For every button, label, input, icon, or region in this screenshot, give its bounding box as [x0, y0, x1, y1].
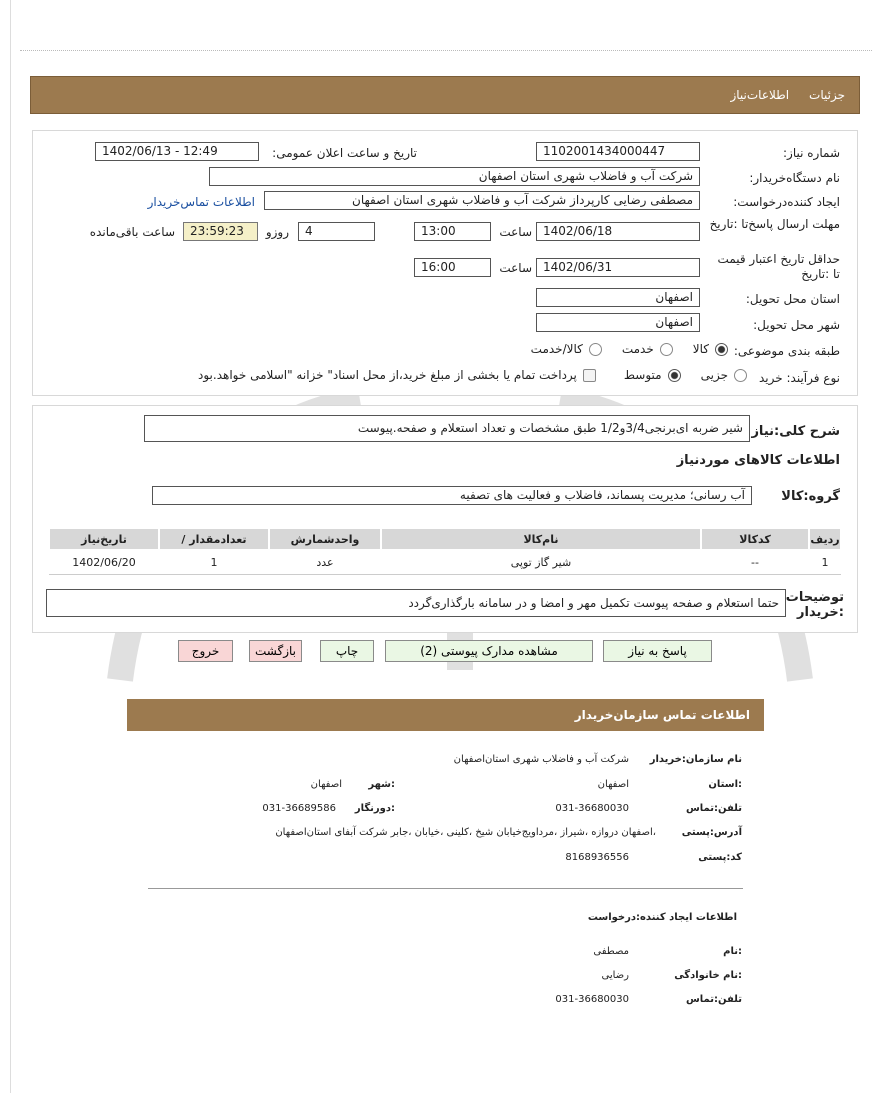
col-name: نام‌کالا	[381, 528, 701, 550]
cell-date: 1402/06/20	[49, 550, 159, 574]
city-label: شهر محل تحویل:	[753, 318, 840, 332]
contact-province-value: اصفهان	[597, 779, 629, 790]
need-number-label: شماره نیاز:	[783, 146, 840, 160]
radio-minor-label: جزیی	[700, 368, 728, 382]
buyer-notes-field: حتما استعلام و صفحه پیوست تکمیل مهر و امضا و در سامانه بارگذاری‌گردد	[46, 589, 786, 617]
need-number-field: 1102001434000447	[536, 142, 700, 161]
announce-label: تاریخ و ساعت اعلان عمومی:	[272, 146, 417, 160]
radio-medium-label: متوسط	[623, 368, 662, 382]
exit-button[interactable]: خروج	[178, 640, 233, 662]
deadline-time-label: ساعت	[499, 225, 532, 239]
reply-button[interactable]: پاسخ به نیاز	[603, 640, 712, 662]
contact-city-value: اصفهان	[310, 779, 342, 790]
radio-medium[interactable]	[668, 369, 681, 382]
validity-time-field: 16:00	[414, 258, 491, 277]
radio-goods-service[interactable]	[589, 343, 602, 356]
buyer-notes-label: توضیحات :خریدار	[785, 590, 844, 620]
radio-minor[interactable]	[734, 369, 747, 382]
fax-value: 031-36689586	[262, 803, 336, 814]
radio-service[interactable]	[660, 343, 673, 356]
deadline-time-field: 13:00	[414, 222, 491, 241]
days-label: روزو	[265, 225, 289, 239]
creator-info-title: اطلاعات ایجاد کننده:درخواست	[587, 912, 737, 923]
validity-label: حداقل تاریخ اعتبار قیمت تا :تاریخ	[717, 252, 840, 281]
deadline-date-field: 1402/06/18	[536, 222, 700, 241]
phone-label: تلفن:تماس	[685, 803, 742, 814]
col-qty: تعدادمقدار /	[159, 528, 269, 550]
group-label: گروه:کالا	[781, 489, 840, 504]
goods-info-title: اطلاعات کالاهای موردنیاز	[676, 453, 840, 468]
contact-divider	[148, 888, 743, 889]
creator-label: ایجاد کننده‌درخواست:	[733, 195, 840, 209]
col-unit: واحدشمارش	[269, 528, 381, 550]
radio-goods-service-label: کالا/خدمت	[530, 342, 583, 356]
cell-code: --	[701, 550, 809, 574]
cell-row: 1	[809, 550, 841, 574]
org-value: شرکت آب و فاضلاب شهری استان‌اصفهان	[453, 754, 629, 765]
view-attachments-button[interactable]: مشاهده مدارک پیوستی (2)	[385, 640, 593, 662]
address-label: آدرس:پستی	[681, 827, 742, 838]
top-divider	[20, 50, 872, 51]
tab-need-info[interactable]: اطلاعات‌نیاز	[730, 88, 790, 102]
cell-qty: 1	[159, 550, 269, 574]
cell-name: شیر گاز توپی	[381, 550, 701, 574]
buyer-contact-link[interactable]: اطلاعات تماس‌خریدار	[147, 195, 255, 209]
category-radio-group	[531, 342, 728, 356]
print-button[interactable]: چاپ	[320, 640, 374, 662]
fax-label: :دورنگار	[354, 803, 395, 814]
process-radio-group	[198, 368, 747, 382]
col-row: ردیف	[809, 528, 841, 550]
summary-field: شیر ضربه ای‌برنجی3/4و1/2 طبق مشخصات و تعداد استعلام و صفحه.پیوست	[144, 415, 750, 442]
postal-label: کد:پستی	[698, 852, 742, 863]
announce-date-field: 1402/06/13 - 12:49	[95, 142, 259, 161]
category-label: طبقه بندی موضوعی:	[733, 344, 840, 358]
group-field: آب رسانی؛ مدیریت پسماند، فاضلاب و فعالیت های تصفیه	[152, 486, 752, 505]
remaining-time-field: 23:59:23	[183, 222, 258, 241]
process-label: نوع فرآیند: خرید	[759, 371, 840, 385]
treasury-checkbox[interactable]	[583, 369, 596, 382]
creator-name-label: :نام	[723, 946, 742, 957]
tab-details[interactable]: جزئیات	[809, 88, 845, 102]
treasury-note: پرداخت تمام یا بخشی از مبلغ خرید،از محل اسناد" خزانه "اسلامی خواهد.بود	[198, 368, 577, 382]
province-label: استان محل تحویل:	[745, 292, 840, 306]
radio-goods-label: کالا	[692, 342, 709, 356]
col-date: تاریخ‌نیاز	[49, 528, 159, 550]
page-left-border	[10, 0, 11, 1093]
creator-family-value: رضایی	[601, 970, 629, 981]
creator-phone-label: تلفن:تماس	[685, 994, 742, 1005]
deadline-label: مهلت ارسال پاسخ‌تا :تاریخ	[709, 217, 840, 231]
cell-unit: عدد	[269, 550, 381, 574]
col-code: کدکالا	[701, 528, 809, 550]
back-button[interactable]: بازگشت	[249, 640, 302, 662]
buyer-label: نام دستگاه‌خریدار:	[749, 171, 840, 185]
validity-date-field: 1402/06/31	[536, 258, 700, 277]
contact-province-label: :استان	[708, 779, 742, 790]
creator-field: مصطفی رضایی کارپرداز شرکت آب و فاضلاب شهری استان اصفهان	[264, 191, 700, 210]
city-field: اصفهان	[536, 313, 700, 332]
creator-name-value: مصطفی	[593, 946, 629, 957]
postal-value: 8168936556	[565, 852, 629, 863]
contact-city-label: :شهر	[368, 779, 395, 790]
creator-family-label: :نام خانوادگی	[674, 970, 742, 981]
address-value: ،اصفهان دروازه ،شیراز ،مرداویج‌خیابان شیخ ،کلینی ،خیابان ،جابر شرکت آبفای استان‌اصفهان	[275, 827, 656, 838]
table-row	[49, 550, 841, 574]
goods-table-header	[49, 528, 841, 550]
buyer-field: شرکت آب و فاضلاب شهری استان اصفهان	[209, 167, 700, 186]
header-bar	[30, 76, 860, 114]
summary-label: شرح کلی:نیاز	[751, 424, 840, 439]
remaining-label: ساعت باقی‌مانده	[89, 225, 175, 239]
province-field: اصفهان	[536, 288, 700, 307]
creator-phone-value: 031-36680030	[555, 994, 629, 1005]
validity-time-label: ساعت	[499, 261, 532, 275]
goods-table-wrap	[48, 527, 842, 575]
radio-goods[interactable]	[715, 343, 728, 356]
radio-service-label: خدمت	[621, 342, 654, 356]
days-field: 4	[298, 222, 375, 241]
goods-table	[48, 527, 842, 575]
org-label: نام سازمان:خریدار	[649, 754, 742, 765]
phone-value: 031-36680030	[555, 803, 629, 814]
contact-section-header: اطلاعات تماس سازمان‌خریدار	[127, 699, 764, 731]
